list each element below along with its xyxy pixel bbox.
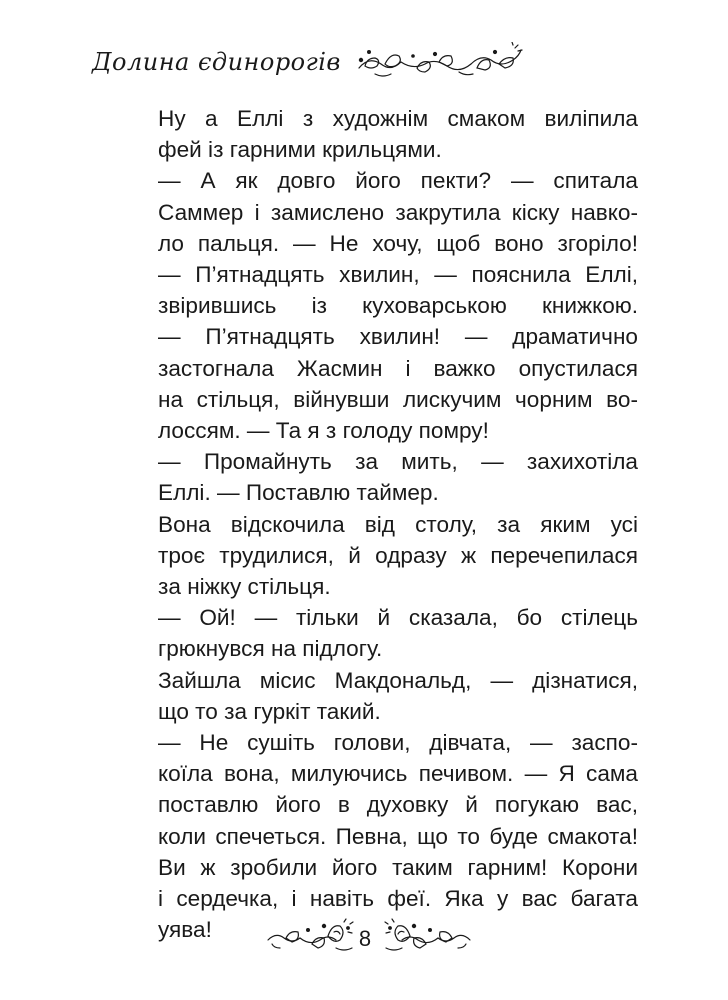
text-line: застогнала Жасмин і важко опустилася [158, 355, 638, 381]
text-line: лоссям. — Та я з голоду помру! [158, 418, 489, 444]
floral-flourish-left-icon [264, 918, 356, 958]
page-number: 8 [358, 926, 372, 951]
text-line: на стільця, війнувши лискучим чорним во- [158, 386, 638, 412]
text-line: звірившись із куховарською книжкою. [158, 293, 638, 319]
text-line: грюкнувся на підлогу. [158, 636, 383, 662]
text-line: — П’ятнадцять хвилин! — драматично [158, 324, 638, 350]
book-title: Долина єдинорогів [92, 48, 341, 76]
text-line: троє трудилися, й одразу ж перечепилася [158, 542, 638, 568]
text-line: Ви ж зробили його таким гарним! Корони [158, 854, 638, 880]
text-line: Саммер і замислено закрутила кіску навко- [158, 199, 638, 225]
text-line: за ніжку стільця. [158, 574, 331, 600]
text-line: — Не сушіть голови, дівчата, — заспо- [158, 730, 638, 756]
text-line: Вона відскочила від столу, за яким усі [158, 511, 638, 537]
floral-flourish-right-icon [382, 918, 474, 958]
text-line: поставлю його в духовку й погукаю вас, [158, 792, 638, 818]
text-block [158, 103, 638, 945]
floral-vine-ornament-icon [355, 42, 525, 82]
page-footer [0, 912, 728, 962]
text-line: фей із гарними крильцями. [158, 137, 442, 163]
text-line: що то за гуркіт такий. [158, 698, 381, 724]
text-line: Еллі. — Поставлю таймер. [158, 480, 439, 506]
text-line: Ну а Еллі з художнім смаком виліпила [158, 106, 638, 131]
text-line: — Промайнуть за мить, — захихотіла [158, 449, 638, 475]
text-line: Зайшла місис Макдональд, — дізнатися, [158, 667, 638, 693]
text-line: — А як довго його пекти? — спитала [158, 168, 638, 194]
running-header [92, 42, 525, 82]
text-line: уява! [158, 917, 212, 943]
main-text [158, 103, 638, 945]
text-line: — П’ятнадцять хвилин, — пояснила Еллі, [158, 262, 638, 288]
text-line: ло пальця. — Не хочу, щоб воно згоріло! [158, 230, 638, 256]
text-line: — Ой! — тільки й сказала, бо стілець [158, 605, 638, 631]
text-line: і сердечка, і навіть феї. Яка у вас багата [158, 886, 638, 912]
text-line: коїла вона, милуючись печивом. — Я сама [158, 761, 638, 787]
text-line: коли спечеться. Певна, що то буде смакота! [158, 823, 638, 849]
